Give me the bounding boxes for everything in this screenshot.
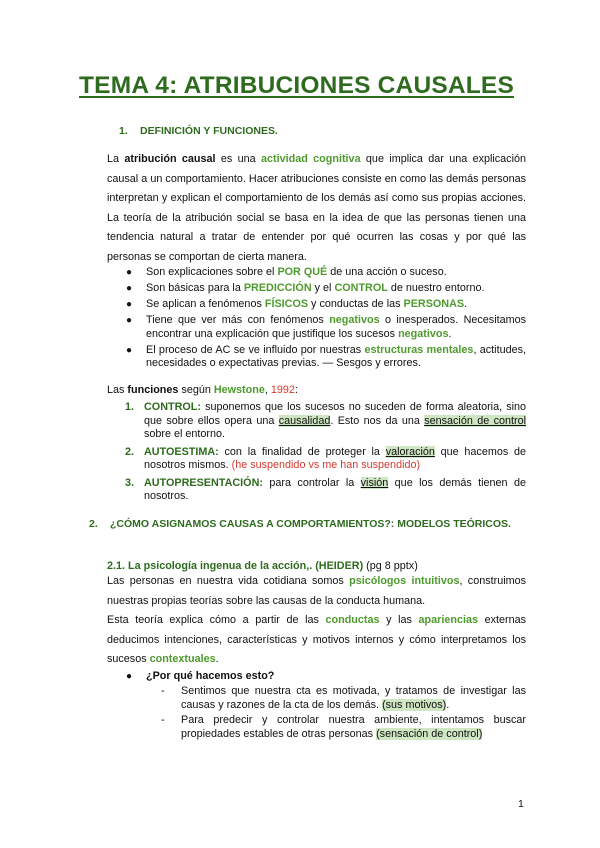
funciones-intro: Las funciones según Hewstone, 1992:	[107, 384, 298, 396]
term-atribucion-causal: atribución causal	[124, 153, 216, 165]
bullet-icon: ●	[126, 299, 133, 310]
page-title: TEMA 4: ATRIBUCIONES CAUSALES	[79, 72, 515, 99]
list-item: ● Tiene que ver más con fenómenos negativos o inesperados. Necesitamos encontrar una explicación que justifique los sucesos negativos.	[126, 314, 526, 340]
bullet-icon: ●	[126, 283, 133, 294]
bullet-icon: ●	[126, 671, 133, 682]
bullet-icon: ●	[126, 315, 133, 326]
author-hewstone: Hewstone	[213, 384, 265, 396]
bullet-icon: ●	[126, 267, 133, 278]
section-2-number: 2.	[89, 518, 98, 530]
funciones-list	[125, 401, 526, 508]
list-item: ● Son explicaciones sobre el POR QUÉ de una acción o suceso.	[126, 266, 447, 278]
heider-paragraph-1: Las personas en nuestra vida cotidiana somos psicólogos intuitivos, construimos nuestras propias teorías sobre las causas de la conducta humana.	[107, 575, 527, 607]
section-1-number: 1.	[119, 125, 128, 137]
question-list	[124, 670, 526, 686]
list-item: 2. AUTOESTIMA: con la finalidad de proteger la valoración que hacemos de nosotros mismos. (he suspendido vs me han suspendido)	[125, 445, 526, 471]
bullet-icon: ●	[126, 344, 133, 356]
term-actividad-cognitiva: actividad cognitiva	[261, 153, 361, 165]
page-number: 1	[518, 798, 524, 810]
list-item: 3. AUTOPRESENTACIÓN: para controlar la visión que los demás tienen de nosotros.	[125, 476, 526, 502]
definition-bullet-list	[124, 266, 526, 373]
subsection-2-1-heading: 2.1. La psicología ingenua de la acción,. (HEIDER) (pg 8 pptx)	[107, 560, 418, 572]
list-item: 1. CONTROL: suponemos que los sucesos no suceden de forma aleatoria, sino que sobre ellos opera una causalidad. Esto nos da una sensación de control sobre el entorno.	[125, 401, 526, 440]
year-1992: 1992	[270, 384, 295, 396]
definition-paragraph: La atribución causal es una actividad cognitiva que implica dar una explicación causal a un comportamiento. Hacer atribuciones consiste en como las demás personas interpretan y explican el comportamiento de los demás así como sus propias acciones. La teoría de la atribución social se basa en la idea de que las personas tienen una tendencia natural a tratar de entender por qué ocurren las cosas y por qué las personas se comportan de cierta manera.	[107, 153, 526, 263]
section-1-title: DEFINICIÓN Y FUNCIONES.	[140, 125, 278, 137]
list-item: ● Son básicas para la PREDICCIÓN y el CONTROL de nuestro entorno.	[126, 282, 485, 294]
reasons-dash-list	[159, 685, 526, 743]
heider-paragraph-2: Esta teoría explica cómo a partir de las conductas y las apariencias externas deducimos intenciones, características y motivos internos y cómo interpretamos los sucesos contextuales.	[107, 614, 526, 665]
list-item: ● El proceso de AC se ve influido por nuestras estructuras mentales, actitudes, necesidades o expectativas previas. — Sesgos y errores.	[126, 343, 526, 369]
list-item: ● Se aplican a fenómenos FÍSICOS y conductas de las PERSONAS.	[126, 298, 468, 310]
list-item: - Sentimos que nuestra cta es motivada, y tratamos de investigar las causas y razones de la cta de los demás. (sus motivos).	[161, 685, 526, 711]
section-2-title: ¿CÓMO ASIGNAMOS CAUSAS A COMPORTAMIENTOS?: MODELOS TEÓRICOS.	[110, 518, 511, 530]
list-item: ● ¿Por qué hacemos esto?	[126, 670, 275, 682]
list-item: - Para predecir y controlar nuestra ambiente, intentamos buscar propiedades estables de otras personas (sensación de control)	[161, 714, 526, 740]
